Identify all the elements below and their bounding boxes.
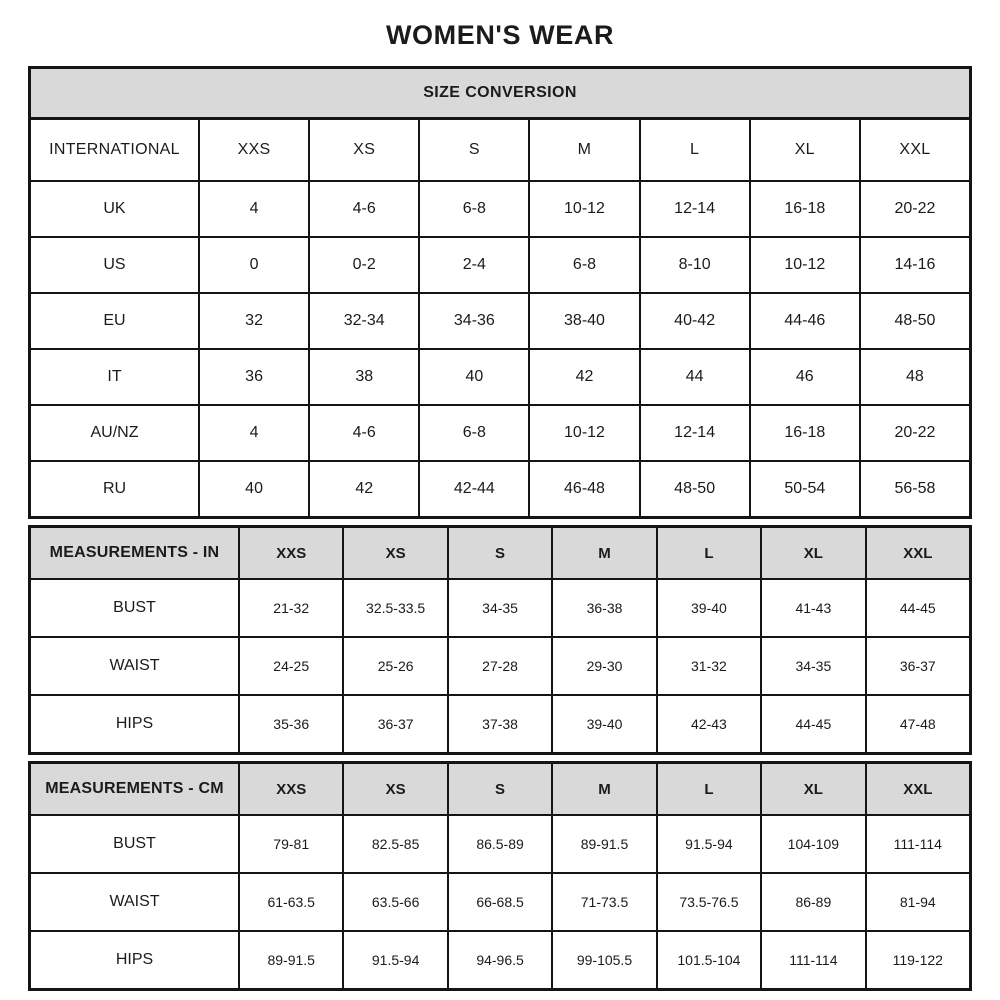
measurement-value: 24-25 xyxy=(238,638,342,694)
size-row-us xyxy=(31,236,969,292)
international-label: INTERNATIONAL xyxy=(49,141,180,158)
measurement-value: 63.5-66 xyxy=(342,874,446,930)
measurement-value: 104-109 xyxy=(760,816,864,872)
size-value: 0-2 xyxy=(308,238,418,292)
measurement-value: 35-36 xyxy=(238,696,342,752)
size-value: 8-10 xyxy=(639,238,749,292)
size-value: 48-50 xyxy=(859,294,969,348)
measurement-value: 39-40 xyxy=(656,580,760,636)
measurement-row-bust xyxy=(31,814,969,872)
region-label: RU xyxy=(102,480,127,497)
size-value: 38-40 xyxy=(528,294,638,348)
size-header-s: S xyxy=(447,764,551,814)
size-header-xl: XL xyxy=(760,764,864,814)
size-value: 16-18 xyxy=(749,182,859,236)
size-row-eu xyxy=(31,292,969,348)
measurement-label: BUST xyxy=(113,835,156,852)
size-row-aunz xyxy=(31,404,969,460)
size-value: 0 xyxy=(198,238,308,292)
measurement-value: 86-89 xyxy=(760,874,864,930)
measurement-value: 71-73.5 xyxy=(551,874,655,930)
size-value: 56-58 xyxy=(859,462,969,516)
page-title: WOMEN'S WEAR xyxy=(385,20,615,50)
size-value: 40 xyxy=(198,462,308,516)
measurement-value: 25-26 xyxy=(342,638,446,694)
size-header-xxs: XXS xyxy=(238,764,342,814)
measurement-value: 44-45 xyxy=(865,580,969,636)
measurement-value: 36-37 xyxy=(342,696,446,752)
size-value: 12-14 xyxy=(639,182,749,236)
size-value: 50-54 xyxy=(749,462,859,516)
size-header-xxl: XXL xyxy=(865,528,969,578)
measurement-value: 39-40 xyxy=(551,696,655,752)
measurement-value: 79-81 xyxy=(238,816,342,872)
measurements-cm-header-row xyxy=(31,764,969,814)
size-value: 36 xyxy=(198,350,308,404)
size-value: 4-6 xyxy=(308,406,418,460)
size-value: 20-22 xyxy=(859,406,969,460)
measurement-value: 36-37 xyxy=(865,638,969,694)
size-header-l: L xyxy=(656,764,760,814)
measurements-in-label: MEASUREMENTS - IN xyxy=(31,528,238,578)
measurement-value: 111-114 xyxy=(760,932,864,988)
measurements-in-header-row xyxy=(31,528,969,578)
measurement-row-hips xyxy=(31,930,969,988)
size-header-s: S xyxy=(447,528,551,578)
size-value: 2-4 xyxy=(418,238,528,292)
region-label: US xyxy=(103,256,126,273)
size-value: 48 xyxy=(859,350,969,404)
measurement-value: 82.5-85 xyxy=(342,816,446,872)
measurement-label: WAIST xyxy=(109,657,160,674)
size-value: 4-6 xyxy=(308,182,418,236)
size-value: 32-34 xyxy=(308,294,418,348)
size-conversion-table xyxy=(28,66,972,519)
size-header-s: S xyxy=(418,120,528,180)
size-conversion-banner: SIZE CONVERSION xyxy=(31,69,969,117)
measurement-row-bust xyxy=(31,578,969,636)
measurement-value: 21-32 xyxy=(238,580,342,636)
measurement-value: 101.5-104 xyxy=(656,932,760,988)
measurement-row-hips xyxy=(31,694,969,752)
measurement-value: 44-45 xyxy=(760,696,864,752)
size-value: 42 xyxy=(308,462,418,516)
size-header-m: M xyxy=(528,120,638,180)
size-header-l: L xyxy=(639,120,749,180)
size-value: 44-46 xyxy=(749,294,859,348)
measurement-value: 34-35 xyxy=(447,580,551,636)
size-value: 10-12 xyxy=(528,406,638,460)
measurement-value: 81-94 xyxy=(865,874,969,930)
measurement-value: 99-105.5 xyxy=(551,932,655,988)
size-header-m: M xyxy=(551,764,655,814)
measurements-in-table xyxy=(28,525,972,755)
size-value: 14-16 xyxy=(859,238,969,292)
region-label: AU/NZ xyxy=(90,424,139,441)
size-value: 10-12 xyxy=(749,238,859,292)
measurement-row-waist xyxy=(31,872,969,930)
size-value: 44 xyxy=(639,350,749,404)
measurement-value: 27-28 xyxy=(447,638,551,694)
size-header-m: M xyxy=(551,528,655,578)
measurement-value: 36-38 xyxy=(551,580,655,636)
size-value: 40-42 xyxy=(639,294,749,348)
measurement-value: 89-91.5 xyxy=(238,932,342,988)
measurement-value: 29-30 xyxy=(551,638,655,694)
region-label: UK xyxy=(103,200,126,217)
size-header-xs: XS xyxy=(342,528,446,578)
measurement-value: 31-32 xyxy=(656,638,760,694)
measurement-value: 111-114 xyxy=(865,816,969,872)
region-label: IT xyxy=(107,368,122,385)
region-label: EU xyxy=(103,312,126,329)
size-value: 12-14 xyxy=(639,406,749,460)
measurement-value: 94-96.5 xyxy=(447,932,551,988)
measurement-value: 37-38 xyxy=(447,696,551,752)
size-conversion-header-row xyxy=(31,117,969,180)
size-value: 46 xyxy=(749,350,859,404)
measurement-label: WAIST xyxy=(109,893,160,910)
size-value: 42 xyxy=(528,350,638,404)
measurement-label: BUST xyxy=(113,599,156,616)
size-value: 20-22 xyxy=(859,182,969,236)
size-value: 46-48 xyxy=(528,462,638,516)
measurement-value: 42-43 xyxy=(656,696,760,752)
size-header-xs: XS xyxy=(308,120,418,180)
measurements-cm-table xyxy=(28,761,972,991)
size-value: 4 xyxy=(198,406,308,460)
size-value: 6-8 xyxy=(418,182,528,236)
size-value: 48-50 xyxy=(639,462,749,516)
measurement-value: 66-68.5 xyxy=(447,874,551,930)
size-value: 40 xyxy=(418,350,528,404)
measurement-value: 86.5-89 xyxy=(447,816,551,872)
size-header-xxl: XXL xyxy=(859,120,969,180)
size-header-xxs: XXS xyxy=(198,120,308,180)
size-value: 6-8 xyxy=(528,238,638,292)
size-value: 6-8 xyxy=(418,406,528,460)
measurement-value: 34-35 xyxy=(760,638,864,694)
size-value: 32 xyxy=(198,294,308,348)
measurement-value: 47-48 xyxy=(865,696,969,752)
size-value: 38 xyxy=(308,350,418,404)
size-row-uk xyxy=(31,180,969,236)
measurement-value: 119-122 xyxy=(865,932,969,988)
measurement-value: 61-63.5 xyxy=(238,874,342,930)
size-value: 10-12 xyxy=(528,182,638,236)
size-value: 42-44 xyxy=(418,462,528,516)
measurement-value: 41-43 xyxy=(760,580,864,636)
measurement-row-waist xyxy=(31,636,969,694)
measurement-value: 89-91.5 xyxy=(551,816,655,872)
measurement-value: 32.5-33.5 xyxy=(342,580,446,636)
measurement-label: HIPS xyxy=(115,951,154,968)
size-header-xl: XL xyxy=(760,528,864,578)
size-value: 34-36 xyxy=(418,294,528,348)
measurement-value: 91.5-94 xyxy=(656,816,760,872)
size-header-xxs: XXS xyxy=(238,528,342,578)
size-header-xl: XL xyxy=(749,120,859,180)
measurement-value: 73.5-76.5 xyxy=(656,874,760,930)
size-header-xs: XS xyxy=(342,764,446,814)
size-value: 4 xyxy=(198,182,308,236)
size-header-l: L xyxy=(656,528,760,578)
measurements-cm-label: MEASUREMENTS - CM xyxy=(31,764,238,814)
measurement-value: 91.5-94 xyxy=(342,932,446,988)
size-value: 16-18 xyxy=(749,406,859,460)
measurement-label: HIPS xyxy=(115,715,154,732)
size-header-xxl: XXL xyxy=(865,764,969,814)
size-row-ru xyxy=(31,460,969,516)
size-row-it xyxy=(31,348,969,404)
